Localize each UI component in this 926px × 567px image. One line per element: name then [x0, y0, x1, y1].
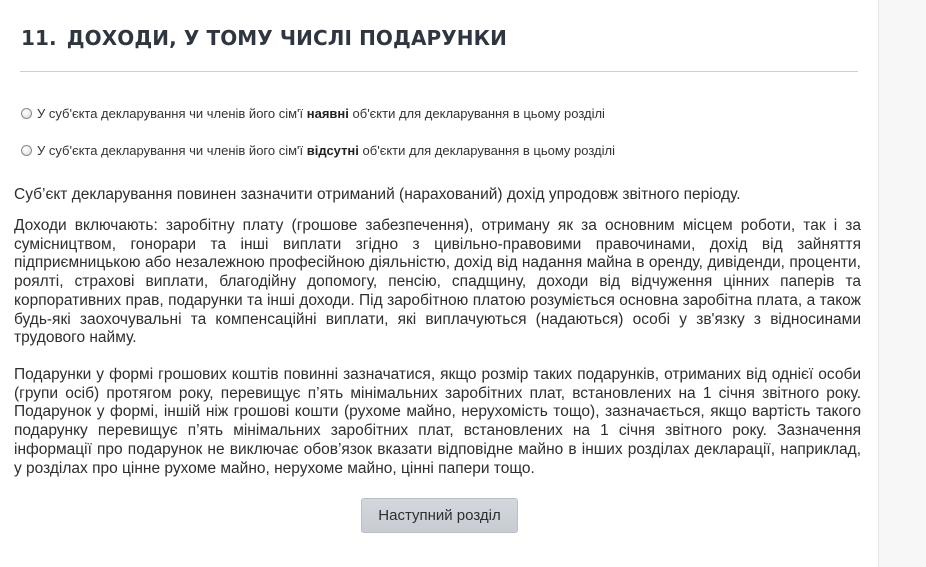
option-present-emphasis: наявні [306, 106, 349, 121]
right-gutter [878, 0, 926, 567]
section-number: 11. [21, 26, 57, 50]
option-present-prefix: У суб'єкта декларування чи членів його сім'ї [37, 106, 304, 121]
option-absent-emphasis: відсутні [306, 143, 359, 158]
instruction-paragraph-3: Подарунки у формі грошових коштів повинні зазначатися, якщо розмір таких подарунків, отриманих від однієї особи (групи осіб) протягом року, перевищує п’ять мінімальних заробітних плат, встановлених на 1 січня звітного року. Подарунок у формі, іншій ніж грошові кошти (рухоме майно, нерухомість тощо), зазначається, якщо вартість такого подарунку перевищує п’ять мінімальних заробітних плат, встановлених на 1 січня звітного року. Зазначення інформації про подарунок не виключає обов’язок вказати відповідне майно в інших розділах декларації, наприклад, у розділах про цінне рухоме майно, нерухоме майно, цінні папери тощо. [14, 366, 861, 477]
title-divider [20, 71, 858, 72]
instruction-paragraph-1: Суб’єкт декларування повинен зазначити отриманий (нарахований) дохід упродовж звітного періоду. [14, 186, 741, 203]
option-objects-present[interactable] [21, 106, 605, 121]
option-absent-suffix: об'єкти для декларування в цьому розділі [362, 143, 615, 158]
section-title [21, 26, 507, 50]
option-objects-absent[interactable] [21, 143, 615, 158]
option-absent-prefix: У суб'єкта декларування чи членів його сім'ї [37, 143, 304, 158]
section-title-text: ДОХОДИ, У ТОМУ ЧИСЛІ ПОДАРУНКИ [66, 26, 507, 50]
radio-button-absent[interactable] [21, 145, 32, 156]
radio-button-present[interactable] [21, 108, 32, 119]
instruction-paragraph-2: Доходи включають: заробітну плату (грошове забезпечення), отриману як за основним місцем роботи, так і за сумісництвом, гонорари та інші виплати згідно з цивільно-правовими правочинами, дохід від зайняття підприємницькою або незалежною професійною діяльністю, дохід від надання майна в оренду, дивіденди, проценти, роялті, страхові виплати, благодійну допомогу, пенсію, спадщину, доходи від відчуження цінних паперів та корпоративних прав, подарунки та інші доходи. Під заробітною платою розуміється основна заробітна плата, а також будь-які заохочувальні та компенсаційні виплати, які виплачуються (надаються) особі у зв'язку з відносинами трудового найму. [14, 217, 861, 347]
next-section-button[interactable]: Наступний розділ [361, 498, 518, 533]
option-present-suffix: об'єкти для декларування в цьому розділі [352, 106, 605, 121]
